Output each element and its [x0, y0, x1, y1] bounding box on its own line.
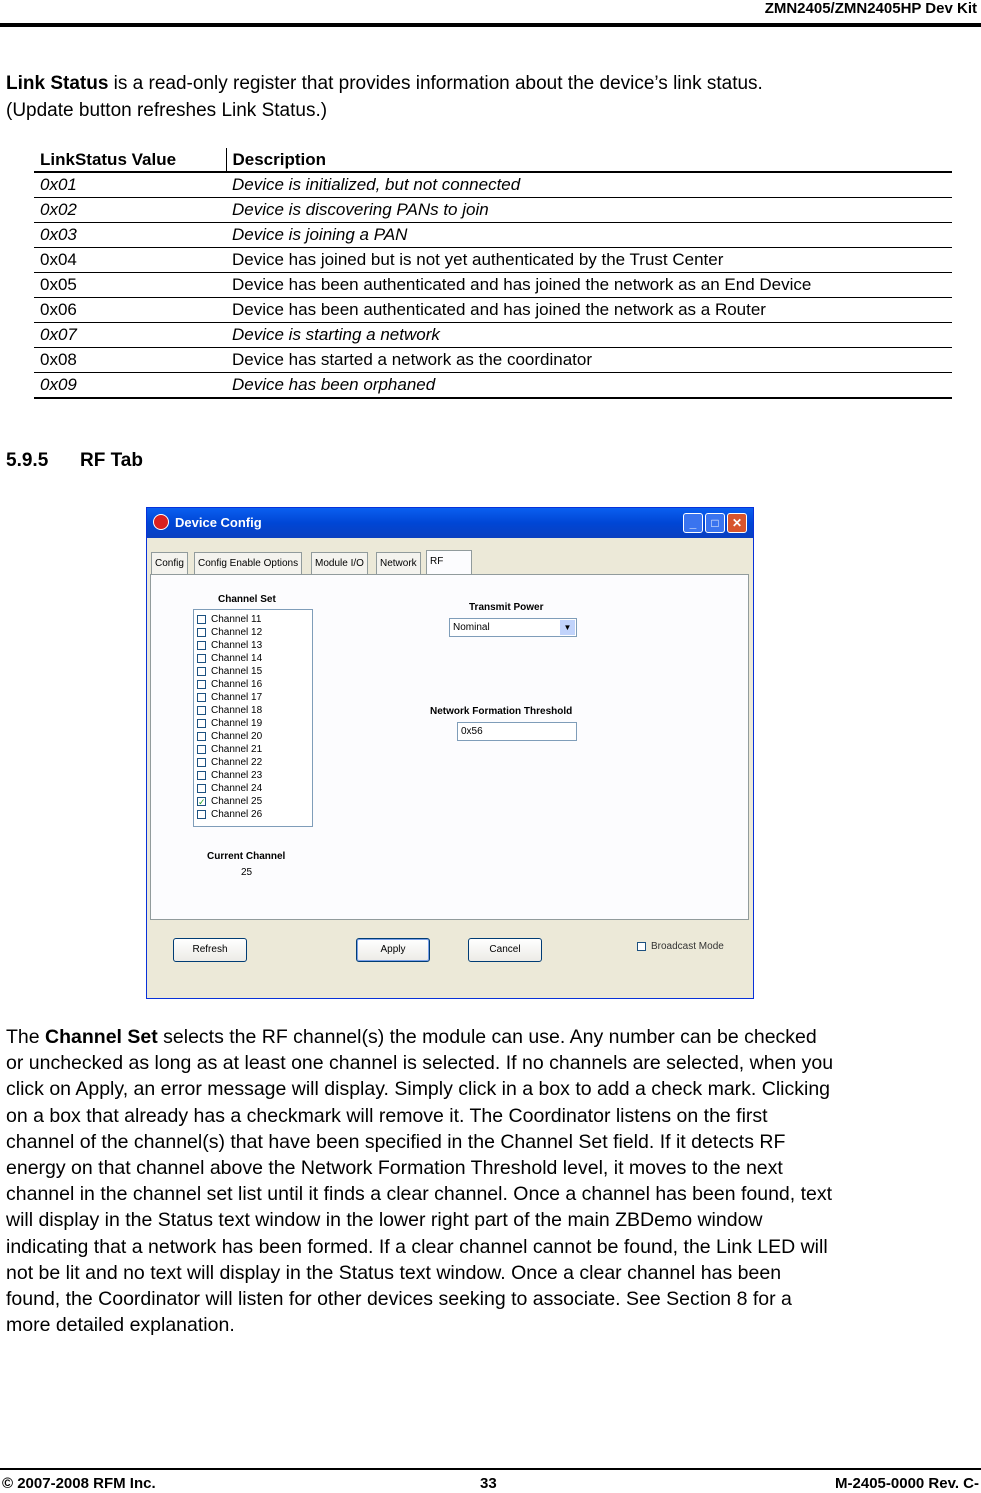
- table-row: [34, 348, 952, 373]
- channel-label: Channel 14: [211, 653, 263, 664]
- dialog-titlebar: [147, 508, 753, 538]
- tab-config-enable-options[interactable]: Config Enable Options: [194, 552, 302, 575]
- transmit-power-select[interactable]: [449, 618, 577, 637]
- link-status-term: Link Status: [6, 73, 109, 94]
- broadcast-mode-checkbox[interactable]: [637, 941, 724, 952]
- link-status-value: 0x02: [34, 198, 226, 223]
- checkbox-icon[interactable]: [197, 654, 206, 663]
- channel-label: Channel 23: [211, 770, 263, 781]
- footer-rule: [0, 1468, 981, 1470]
- channel-label: Channel 25: [211, 796, 263, 807]
- checkbox-icon[interactable]: [197, 810, 206, 819]
- channel-item[interactable]: [197, 717, 262, 730]
- link-status-description: Device is discovering PANs to join: [226, 198, 952, 223]
- link-status-description: Device is initialized, but not connected: [226, 172, 952, 198]
- link-status-description: Device is starting a network: [226, 323, 952, 348]
- tab-network[interactable]: Network: [376, 552, 421, 575]
- table-row: [34, 223, 952, 248]
- header-rule: [0, 23, 981, 27]
- channel-label: Channel 11: [211, 614, 262, 625]
- channel-item[interactable]: [197, 691, 262, 704]
- app-logo-icon: [153, 514, 169, 530]
- channel-label: Channel 15: [211, 666, 263, 677]
- link-status-value: 0x08: [34, 348, 226, 373]
- dialog-title: Device Config: [175, 515, 262, 530]
- channel-set-term: Channel Set: [45, 1026, 158, 1048]
- channel-label: Channel 16: [211, 679, 263, 690]
- channel-item[interactable]: [197, 808, 262, 821]
- current-channel-label: Current Channel: [207, 851, 286, 862]
- link-status-value: 0x07: [34, 323, 226, 348]
- link-status-value: 0x06: [34, 298, 226, 323]
- maximize-icon[interactable]: □: [705, 513, 725, 533]
- checkbox-icon[interactable]: [197, 693, 206, 702]
- channel-item[interactable]: [197, 704, 262, 717]
- channel-label: Channel 21: [211, 744, 263, 755]
- channel-item[interactable]: [197, 795, 262, 808]
- table-row: [34, 298, 952, 323]
- tab-rf[interactable]: RF: [426, 550, 472, 575]
- tab-module-io[interactable]: Module I/O: [311, 552, 368, 575]
- channel-item[interactable]: [197, 678, 262, 691]
- table-row: [34, 248, 952, 273]
- checkmark-icon[interactable]: ✓: [198, 796, 206, 807]
- channel-item[interactable]: [197, 769, 262, 782]
- link-status-description: Device has started a network as the coordinator: [226, 348, 952, 373]
- checkbox-icon[interactable]: [197, 758, 206, 767]
- checkbox-icon[interactable]: [197, 771, 206, 780]
- channel-item[interactable]: [197, 626, 262, 639]
- channel-label: Channel 17: [211, 692, 263, 703]
- chevron-down-icon[interactable]: ▼: [560, 620, 575, 635]
- cancel-button[interactable]: Cancel: [468, 938, 542, 962]
- link-status-value: 0x03: [34, 223, 226, 248]
- paragraph-line: not be lit and no text will display in the Status text window. Once a clear channel has been: [6, 1261, 782, 1284]
- channel-label: Channel 13: [211, 640, 263, 651]
- link-status-description: Device has been authenticated and has joined the network as a Router: [226, 298, 952, 323]
- refresh-button[interactable]: Refresh: [173, 938, 247, 962]
- table-row: [34, 373, 952, 399]
- section-number: 5.9.5: [6, 450, 49, 471]
- channel-label: Channel 19: [211, 718, 263, 729]
- line-text: selects the RF channel(s) the module can use. Any number can be checked: [157, 1026, 817, 1048]
- link-status-description: Device has joined but is not yet authenticated by the Trust Center: [226, 248, 952, 273]
- table-body: [34, 172, 952, 398]
- checkbox-icon[interactable]: [197, 615, 206, 624]
- current-channel-value: 25: [241, 867, 253, 878]
- link-status-value: 0x04: [34, 248, 226, 273]
- paragraph-line: more detailed explanation.: [6, 1314, 235, 1337]
- transmit-power-label: Transmit Power: [469, 602, 544, 613]
- threshold-label: Network Formation Threshold: [430, 706, 573, 717]
- link-status-table: [34, 148, 952, 399]
- checkbox-icon[interactable]: [197, 745, 206, 754]
- channel-item[interactable]: [197, 652, 262, 665]
- checkbox-icon[interactable]: [197, 667, 206, 676]
- channel-item[interactable]: [197, 743, 262, 756]
- checkbox-icon[interactable]: [197, 732, 206, 741]
- section-title: RF Tab: [80, 450, 143, 471]
- channel-item[interactable]: [197, 613, 261, 626]
- channel-set-list[interactable]: [193, 609, 313, 827]
- link-status-value: 0x05: [34, 273, 226, 298]
- device-config-dialog: [146, 507, 754, 999]
- paragraph-line: click on Apply, an error message will display. Simply click in a box to add a check mark. Clicking: [6, 1078, 831, 1101]
- link-status-description: Device has been orphaned: [226, 373, 952, 399]
- close-icon[interactable]: ✕: [727, 513, 747, 533]
- paragraph-line: channel of the channel(s) that have been specified in the Channel Set field. If it detects RF: [6, 1130, 786, 1153]
- channel-label: Channel 18: [211, 705, 263, 716]
- channel-label: Channel 22: [211, 757, 263, 768]
- document-number: M-2405-0000 Rev. C-: [835, 1475, 979, 1492]
- page-number: 33: [480, 1475, 497, 1492]
- checkbox-icon[interactable]: [197, 719, 206, 728]
- link-status-text: is a read-only register that provides information about the device’s link status.: [108, 73, 763, 94]
- paragraph-line: channel in the channel set list until it finds a clear channel. Once a channel has been found, text: [6, 1183, 833, 1206]
- channel-label: Channel 24: [211, 783, 263, 794]
- link-status-value: 0x09: [34, 373, 226, 399]
- channel-label: Channel 12: [211, 627, 263, 638]
- checkbox-icon[interactable]: [197, 680, 206, 689]
- channel-label: Channel 26: [211, 809, 263, 820]
- paragraph-line: energy on that channel above the Network Formation Threshold level, it moves to the next: [6, 1157, 783, 1180]
- checkbox-icon[interactable]: [197, 628, 206, 637]
- channel-item[interactable]: [197, 756, 262, 769]
- column-header-value: LinkStatus Value: [34, 148, 226, 172]
- checkbox-icon[interactable]: [197, 706, 206, 715]
- link-status-intro: [6, 70, 763, 97]
- channel-item[interactable]: [197, 665, 262, 678]
- channel-set-label: Channel Set: [218, 594, 276, 605]
- tab-config[interactable]: Config: [151, 552, 188, 575]
- link-status-value: 0x01: [34, 172, 226, 198]
- section-heading: [6, 450, 143, 472]
- checkbox-icon[interactable]: [197, 641, 206, 650]
- minimize-icon[interactable]: _: [683, 513, 703, 533]
- broadcast-mode-label: Broadcast Mode: [651, 941, 724, 952]
- footer-copyright: © 2007-2008 RFM Inc.: [2, 1475, 156, 1492]
- checkbox-icon[interactable]: [197, 784, 206, 793]
- table-row: [34, 273, 952, 298]
- column-header-description: Description: [226, 148, 952, 172]
- channel-item[interactable]: [197, 730, 262, 743]
- table-row: [34, 172, 952, 198]
- link-status-description: Device is joining a PAN: [226, 223, 952, 248]
- paragraph-line: on a box that already has a checkmark will remove it. The Coordinator listens on the first: [6, 1104, 768, 1127]
- channel-set-paragraph: [6, 1024, 981, 1338]
- paragraph-line: found, the Coordinator will listen for other devices seeking to associate. See Section 8 for a: [6, 1288, 792, 1311]
- paragraph-line: or unchecked as long as at least one channel is selected. If no channels are selected, when you: [6, 1052, 834, 1075]
- paragraph-line: indicating that a network has been formed. If a clear channel cannot be found, the Link LED will: [6, 1235, 828, 1258]
- channel-item[interactable]: [197, 782, 262, 795]
- transmit-power-value: Nominal: [453, 622, 490, 633]
- table-header-row: [34, 148, 952, 172]
- lead-text: The: [6, 1026, 46, 1048]
- channel-item[interactable]: [197, 639, 262, 652]
- running-header: ZMN2405/ZMN2405HP Dev Kit: [764, 0, 977, 17]
- link-status-note: (Update button refreshes Link Status.): [6, 100, 328, 121]
- paragraph-line: will display in the Status text window in the lower right part of the main ZBDemo window: [6, 1209, 763, 1232]
- paragraph-line-1: [6, 1024, 981, 1050]
- threshold-input[interactable]: 0x56: [457, 722, 577, 741]
- apply-button[interactable]: Apply: [356, 938, 430, 962]
- table-row: [34, 198, 952, 223]
- table-row: [34, 323, 952, 348]
- checkbox-icon[interactable]: [637, 942, 646, 951]
- channel-label: Channel 20: [211, 731, 263, 742]
- link-status-description: Device has been authenticated and has joined the network as an End Device: [226, 273, 952, 298]
